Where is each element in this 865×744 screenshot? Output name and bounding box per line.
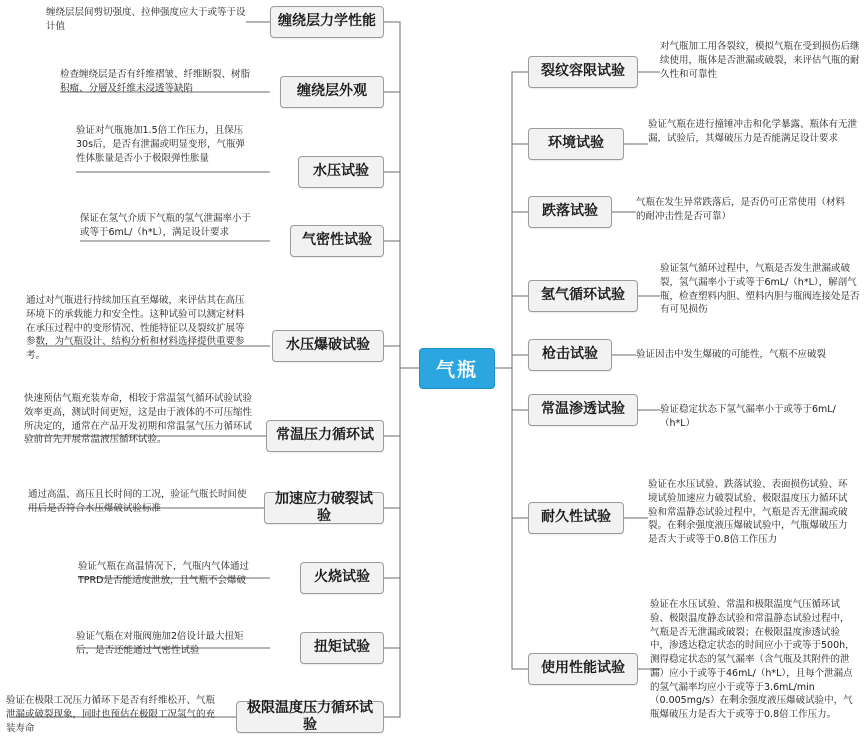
node-label: 极限温度压力循环试验 [247,699,373,733]
note-left-4: 通过对气瓶进行持续加压直至爆破，来评估其在高压环境下的承载能力和安全性。这种试验可以测定材料在承压过程中的变形情况、性能特征以及裂纹扩展等参数，为气瓶设计、结构分析和材料选择提供重要参考。 [26,295,245,362]
node-airtightness-test[interactable] [290,225,384,257]
node-environment-test[interactable] [528,128,624,160]
node-label: 使用性能试验 [541,660,625,677]
node-ambient-permeation-test[interactable] [528,394,638,426]
center-node-gas-cylinder[interactable] [419,348,495,389]
note-left-7: 验证气瓶在高温情况下，气瓶内气体通过TPRD是否能适度泄放，且气瓶不会爆破 [78,561,250,586]
node-label: 水压试验 [313,163,369,180]
node-hydraulic-burst-test[interactable] [272,330,384,362]
note-right-1: 验证气瓶在进行撞锤冲击和化学暴露、瓶体有无泄漏，试验后，其爆破压力是否能满足设计要求 [648,119,858,144]
note-left-3: 保证在氢气介质下气瓶的氢气泄漏率小于或等于6mL/（h*L），满足设计要求 [80,213,252,238]
note-left-1: 检查缠绕层是否有纤维褶皱、纤维断裂、树脂积瘤、分層及纤维未浸透等缺陷 [60,69,251,94]
center-node-label: 气瓶 [435,359,478,381]
node-label: 水压爆破试验 [286,337,370,354]
note-left-8: 验证气瓶在对瓶阀施加2倍设计最大扭矩后，是否还能通过气密性试验 [76,631,244,656]
note-right-3: 验证氢气循环过程中，气瓶是否发生泄漏或破裂，氢气漏率小于或等于6mL/（h*L），解剖气瓶，检查塑料内胆、塑料内胆与瓶阀连接处是否有可见损伤 [660,263,860,316]
note-right-7: 验证在水压试验、常温和极限温度气压循环试验、极限温度静态试验和常温静态试验过程中，气瓶是否无泄漏或破裂；在极限温度渗透试验中，渗透达稳定状态的时间应小于或等于500h，测得稳定状态的氢气漏率（含气瓶及其附件的泄漏）应小于或等于46mL/（h*L），且每个泄漏点的氢气漏率均应小于或等于3.6mL/min（0.005mg/s）在剩余强度液压爆破试验中，气瓶爆破压力是否大于或等于0.8倍工作压力。 [650,599,855,721]
note-right-4: 验证因击中发生爆破的可能性，气瓶不应破裂 [636,349,827,360]
note-right-6: 验证在水压试验、跌落试验、表面损伤试验、环境试验加速应力破裂试验、极限温度压力循环试验和常温静态试验过程中，气瓶是否无泄漏或破裂。在剩余强度液压爆破试验中，气瓶爆破压力是否大于或等于0.8倍工作压力 [648,479,848,546]
note-right-0: 对气瓶加工用各裂纹，模拟气瓶在受到损伤后继续使用，瓶体是否泄漏或破裂，来评估气瓶的耐久性和可靠性 [660,41,860,80]
note-left-5: 快速预估气瓶充装寿命，相较于常温氢气循环试验试验效率更高，测试时间更短，这是由于液体的不可压缩性所决定的，通常在产品开发初期和常温氢气压力循环试验前首先开展常温液压循环试验。 [24,393,253,446]
note-left-2: 验证对气瓶施加1.5倍工作压力，且保压30s后，是否有泄漏或明显变形，气瓶弹性体胀量是否小于极限弹性胀量 [76,125,246,164]
node-label: 裂纹容限试验 [541,63,625,80]
node-label: 气密性试验 [302,232,372,249]
node-drop-test[interactable] [528,196,612,228]
node-label: 缠绕层力学性能 [278,13,376,30]
node-crack-tolerance-test[interactable] [528,56,638,88]
node-durability-test[interactable] [528,502,624,534]
node-ambient-pressure-cycle-test[interactable] [266,420,384,452]
node-performance-test[interactable] [528,653,638,685]
node-label: 缠绕层外观 [297,83,367,100]
node-label: 跌落试验 [542,203,598,220]
node-hydraulic-test[interactable] [298,156,384,188]
node-label: 氢气循环试验 [541,287,625,304]
node-torque-test[interactable] [300,632,384,664]
node-label: 耐久性试验 [541,509,611,526]
note-left-0: 缠绕层层间剪切强度、拉伸强度应大于或等于设计值 [46,7,246,32]
note-left-6: 通过高温、高压且长时间的工况，验证气瓶长时间使用后是否符合水压爆破试验标准 [28,489,247,514]
node-accelerated-stress-rupture-test[interactable] [264,492,384,524]
node-label: 火烧试验 [314,569,370,586]
node-label: 加速应力破裂试验 [275,490,373,524]
note-right-5: 验证稳定状态下氢气漏率小于或等于6mL/（h*L） [660,404,836,429]
node-label: 扭矩试验 [314,639,370,656]
note-right-2: 气瓶在发生异常跌落后，是否仍可正常使用（材料的耐冲击性是否可靠） [636,197,846,222]
node-bonfire-test[interactable] [300,562,384,594]
node-winding-layer-mechanical[interactable] [270,6,384,38]
note-left-9: 验证在极限工况压力循环下是否有纤维松开、气瓶泄漏或破裂现象，同时也预估在极限工况氢气的充装寿命 [6,695,216,734]
node-hydrogen-cycle-test[interactable] [528,280,638,312]
node-label: 常温压力循环试 [276,427,374,444]
node-label: 常温渗透试验 [541,401,625,418]
node-gunfire-test[interactable] [528,339,612,371]
node-winding-layer-appearance[interactable] [280,76,384,108]
node-label: 枪击试验 [542,346,598,363]
node-extreme-temperature-pressure-cycle-test[interactable] [236,701,384,733]
node-label: 环境试验 [548,135,604,152]
